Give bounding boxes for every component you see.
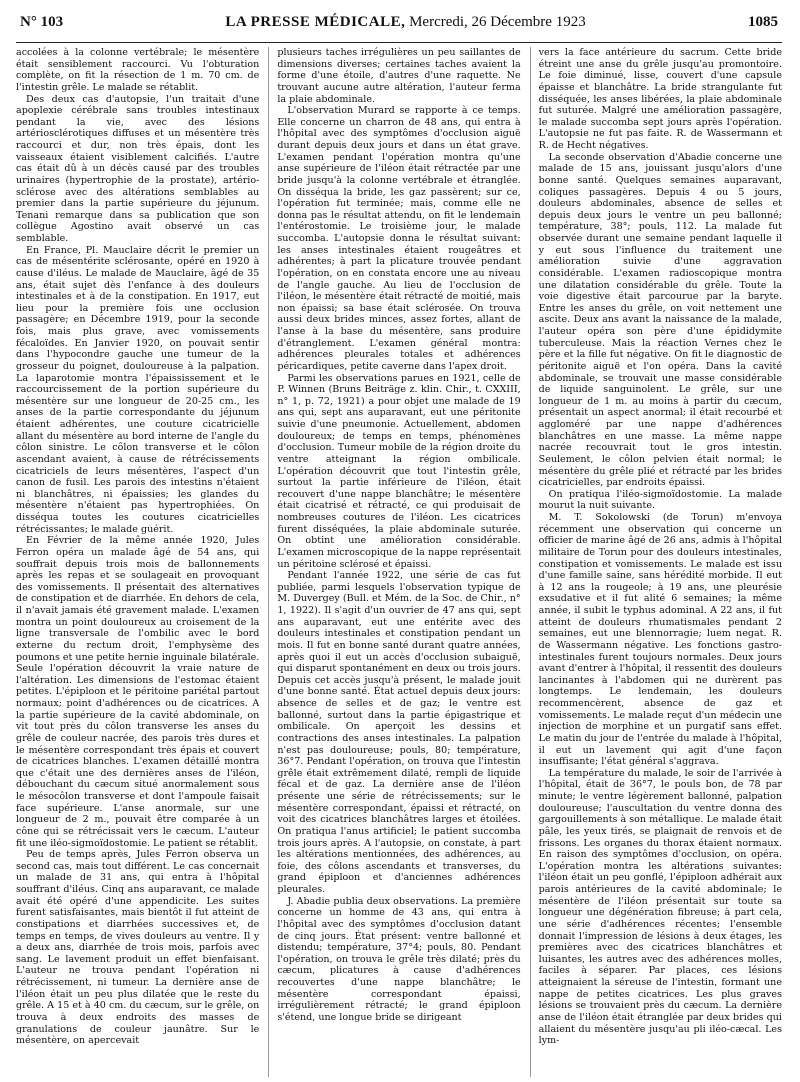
paragraph: Peu de temps après, Jules Ferron observa un second cas, mais tout différent. Le cas concernait un malade de 31 ans, qui entra à l'hôpital souffrant d'iléus. Cinq ans auparavant, ce malade avait été opéré d'une appendicite. Les suites furent satisfaisantes, mais bientôt il fut atteint de constipations et diarrhées successives et, de temps en temps, de vives douleurs au ventre. Il y a deux ans, diarrhée de trois mois, parfois avec sang. Le lavement produit un effet bienfaisant. L'auteur ne trouva pendant l'opération ni rétrécissement, ni tumeur. La dernière anse de l'iléon était un peu plus dilatée que le reste du grêle. A 15 et à 40 cm. du cæcum, sur le grêle, on trouva à deux endroits des masses de granulations de couleur jaunâtre. Sur le mésentère, on apercevait (16, 849, 260, 1047)
paragraph: Des deux cas d'autopsie, l'un traitait d'une apoplexie cérébrale sans troubles intestinaux pendant la vie, avec des lésions artériosclérotiques diffuses et un mésentère très raccourci et dur, non très épais, dont les vaisseaux étaient visiblement calcifiés. L'autre cas était dû à un décès causé par des troubles urinaires (hypertrophie de la prostate), artério-sclérose avec des altérations semblables au premier dans la partie supérieure du jéjunum. Tenani remarque dans sa publication que son collègue Agostino avait observé un cas semblable. (16, 93, 260, 244)
journal-name: LA PRESSE MÉDICALE, (225, 14, 406, 30)
column-1 (16, 47, 259, 1077)
paragraph: La température du malade, le soir de l'arrivée à l'hôpital, était de 36°7, le pouls bon, de 78 par minute; le ventre légèrement ballonné, palpation douloureuse; l'auscultation du ventre donna des gargouillements à son métallique. Le malade était pâle, les yeux tirés, se plaignait de renvois et de frissons. Les organes du thorax étaient normaux. En raison des symptômes d'occlusion, on opéra. L'opération montra les altérations suivantes: l'iléon était un peu gonflé, l'épiploon adhérait aux parois antérieures de la cavité abdominale; le mésentère de l'iléon présentait sur toute sa longueur une dégénération fibreuse; à part cela, une série d'adhérences récentes; l'ensemble donnait l'impression de lésions à deux étages, les premières avec des cicatrices blanchâtres et luisantes, les autres avec des adhérences molles, faciles à séparer. Par places, ces lésions atteignaient la séreuse de l'intestin, formant une nappe de petites cicatrices. Les plus graves lésions se trouvaient près du cæcum. La dernière anse de l'iléon était étranglée par deux brides qui allaient du mésentère jusqu'au pli iléo-cæcal. Les lym- (538, 767, 782, 1047)
issue-date: Mercredi, 26 Décembre 1923 (409, 14, 586, 30)
paragraph: Parmi les observations parues en 1921, celle de P. Winnen (Bruns Beiträge z. klin. Chir., t. CXXIII, n° 1, p. 72, 1921) a pour objet une malade de 19 ans qui, sept ans auparavant, eut une péritonite suivie d'une pneumonie. Actuellement, abdomen douloureux; de temps en temps, phénomènes d'occlusion. Tumeur mobile de la région droite du ventre atteignant la région ombilicale. L'opération découvrit que tout l'intestin grêle, surtout la partie inférieure de l'iléon, était recouvert d'une nappe blanchâtre; le mésentère était cicatrisé et rétracté, ce qui produisait de nombreuses coutures de l'iléon. Les cicatrices furent disséquées, la plaie abdominale suturée. On obtint une amélioration considérable. L'examen microscopique de la nappe représentait un péritoine sclérosé et épaissi. (277, 372, 521, 570)
paragraph: En France, Pl. Mauclaire décrit le premier un cas de mésentérite sclérosante, opéré en 1920 à cause d'iléus. Le malade de Mauclaire, âgé de 35 ans, était sujet dès l'enfance à des douleurs intestinales et à de la constipation. En 1917, eut lieu pour la première fois une occlusion passagère; en Décembre 1919, pour la seconde fois, mais plus grave, avec vomissements fécaloïdes. En Janvier 1920, on pouvait sentir dans l'hypocondre gauche une tumeur de la grosseur du poignet, douloureuse à la palpation. La laparotomie montra l'épaississement et le raccourcissement de la portion supérieure du mésentère sur une longueur de 20-25 cm., les anses de la partie correspondante du jéjunum étaient adhérentes, une couture cicatricielle allant du mésentère au bord interne de l'angle du côlon sinistre. Le côlon transverse et le côlon ascendant avaient, à cause de rétrécissements cicatriciels de leurs mésentères, l'aspect d'un canon de fusil. Les parois des intestins n'étaient ni blanchâtres, ni épaissies; les glandes du mésentère n'étaient pas hypertrophiées. On disséqua toutes les coutures cicatricielles rétrécissantes; le malade guérit. (16, 244, 260, 535)
journal-title-date (225, 14, 585, 31)
column-3 (530, 47, 782, 1077)
paragraph: vers la face antérieure du sacrum. Cette bride étreint une anse du grêle jusqu'au promontoire. Le foie diminué, lisse, couvert d'une capsule épaisse et blanchâtre. La bride strangulante fut disséquée, les anses libérées, la plaie abdominale fut suturée. Malgré une amélioration passagère, le malade succomba sept jours après l'opération. L'autopsie ne fut pas faite. R. de Wassermann et R. de Hecht négatives. (538, 47, 782, 151)
running-header (16, 14, 782, 43)
issue-number: N° 103 (20, 14, 64, 30)
paragraph: La seconde observation d'Abadie concerne une malade de 15 ans, jouissant jusqu'alors d'une bonne santé. Quelques semaines auparavant, coliques passagères. Depuis 4 ou 5 jours, douleurs abdominales, absence de selles et depuis deux jours le ventre un peu ballonné; température, 38°; pouls, 112. La malade fut observée durant une semaine pendant laquelle il y eut sous l'influence du traitement une amélioration suivie d'une aggravation considérable. L'examen radioscopique montra une dilatation considérable du grêle. Toute la voie digestive était parcourue par la baryte. Entre les anses du grêle, on voit nettement une ascite. Deux ans avant la naissance de la malade, l'auteur opéra son père d'une épididymite tuberculeuse. Mais la réaction Vernes chez le père et la fille fut négative. On fit le diagnostic de péritonite aiguë et l'on opéra. Dans la cavité abdominale, se trouvait une masse considérable de liquide sanguinolent. Le grêle, sur une longueur de 1 m. au moins à partir du cæcum, présentait un aspect anormal; il était recourbé et aggloméré par une nappe d'adhérences blanchâtres en une masse. La même nappe nacrée recouvrait tout le gros intestin. Seulement, le côlon pelvien était normal; le mésentère du grêle plié et rétracté par les brides cicatricielles, par endroits épaissi. (538, 151, 782, 489)
paragraph: L'observation Murard se rapporte à ce temps. Elle concerne un charron de 48 ans, qui entra à l'hôpital avec des symptômes d'occlusion aiguë durant depuis deux jours et dans un état grave. L'examen pendant l'opération montra qu'une anse supérieure de l'iléon était rétractée par une bride jusqu'à la colonne vertébrale et étranglée. On disséqua la bride, les gaz passèrent; sur ce, l'opération fut terminée; mais, comme elle ne donna pas le résultat attendu, on fit le lendemain l'entérostomie. Le troisième jour, le malade succomba. L'autopsie donna le résultat suivant: les anses intestinales étaient rougeâtres et adhérentes; à part la plicature trouvée pendant l'opération, on en constata encore une au niveau de l'angle gauche. Au lieu de l'occlusion de l'iléon, le mésentère était rétracté de moitié, mais non épaissi; sa base était sclérosée. On trouva aussi deux brides minces, assez fortes, allant de l'anse à la base du mésentère, sans produire d'étranglement. L'examen général montra: adhérences pleurales totales et adhérences péricardiques, petite caverne dans l'apex droit. (277, 105, 521, 372)
paragraph: accolées à la colonne vertébrale; le mésentère était sensiblement raccourci. Vu l'obturation complète, on fit la résection de 1 m. 70 cm. de l'intestin grêle. Le malade se rétablit. (16, 47, 260, 93)
column-2 (268, 47, 520, 1077)
paragraph: En Février de la même année 1920, Jules Ferron opéra un malade âgé de 54 ans, qui souffrait depuis trois mois de ballonnements après les repas et se soulageait en provoquant des vomissements. Il présentait des alternatives de constipation et de diarrhée. En dehors de cela, il n'avait jamais été gravement malade. L'examen montra un point douloureux au croisement de la ligne transversale de l'ombilic avec le bord externe du rectum droit, l'emphysème des poumons et une petite hernie inguinale bilatérale. Seule l'opération découvrit la vraie nature de l'altération. Les dimensions de l'estomac étaient petites. L'épiploon et le péritoine pariétal partout normaux; point d'adhérences ou de cicatrices. A la partie supérieure de la cavité abdominale, on vit tout près du côlon transverse les anses du grêle de couleur nacrée, des parois très dures et le mésentère correspondant très épais et couvert de cicatrices blanches. L'examen détaillé montra que c'était une des dernières anses de l'iléon, débouchant du cæcum situé anormalement sous le mésocôlon transverse et dont l'ampoule faisait face supérieure. L'anse anormale, sur une longueur de 2 m., pouvait être comparée à un cône qui se rétrécissait vers le cæcum. L'auteur fit une iléo-sigmoïdostomie. Le patient se rétablit. (16, 535, 260, 849)
page-number: 1085 (747, 14, 778, 30)
paragraph: Pendant l'année 1922, une série de cas fut publiée, parmi lesquels l'observation typique de M. Duvergey (Bull. et Mém. de la Soc. de Chir., n° 1, 1922). Il s'agit d'un ouvrier de 47 ans qui, sept ans auparavant, eut une entérite avec des douleurs intestinales et constipation pendant un mois. Il fut en bonne santé durant quatre années, après quoi il eut un accès d'occlusion subaiguë, qui disparut spontanément en deux ou trois jours. Depuis cet accès jusqu'à présent, le malade jouit d'une bonne santé. État actuel depuis deux jours: absence de selles et de gaz; le ventre est ballonné, surtout dans la partie épigastrique et ombilicale. On aperçoit les dessins et contractions des anses intestinales. La palpation n'est pas douloureuse; pouls, 80; température, 36°7. Pendant l'opération, on trouva que l'intestin grêle était extrêmement dilaté, rempli de liquide fécal et de gaz. La dernière anse de l'iléon présente une série de rétrécissements; sur le mésentère correspondant, épaissi et rétracté, on voit des cicatrices blanchâtres larges et étoilées. On pratiqua l'anus artificiel; le patient succomba trois jours après. A l'autopsie, on constate, à part les altérations mentionnées, des adhérences, au foie, des côlons ascendants et transverses, du grand épiploon et d'anciennes adhérences pleurales. (277, 570, 521, 895)
paragraph: J. Abadie publia deux observations. La première concerne un homme de 43 ans, qui entra à l'hôpital avec des symptômes d'occlusion datant de cinq jours. État présent: ventre ballonné et distendu; température, 37°4; pouls, 80. Pendant l'opération, on trouva le grêle très dilaté; près du cæcum, plicatures à cause d'adhérences recouvertes d'une nappe blanchâtre; le mésentère correspondant épaissi, irrégulièrement rétracté; le grand épiploon s'étend, une longue bride se dirigeant (277, 895, 521, 1023)
paragraph: plusieurs taches irrégulières un peu saillantes de dimensions diverses; certaines taches avaient la forme d'une étoile, d'autres d'une raquette. Ne trouvant aucune autre altération, l'auteur ferma la plaie abdominale. (277, 47, 521, 105)
paragraph: On pratiqua l'iléo-sigmoïdostomie. La malade mourut la nuit suivante. (538, 488, 782, 512)
text-columns (16, 47, 782, 1077)
paragraph: M. T. Sokolowski (de Torun) m'envoya récemment une observation qui concerne un officier de marine âgé de 26 ans, admis à l'hôpital militaire de Torun pour des douleurs intestinales, constipation et vomissements. Le malade est issu d'une famille saine, sans hérédité morbide. Il eut à 12 ans la rougeole; à 19 ans, une pleurésie exsudative et il fut alité 6 semaines; la même année, il subit le typhus adominal. A 22 ans, il fut atteint de douleurs rhumatismales pendant 2 semaines, eut une blennorragie; luem negat. R. de Wassermann négative. Les fonctions gastro-intestinales furent toujours normales. Deux jours avant d'entrer à l'hôpital, il ressentit des douleurs lancinantes à l'abdomen qui ne durèrent pas longtemps. Le lendemain, les douleurs recommencèrent, absence de gaz et vomissements. Le malade reçut d'un médecin une injection de morphine et un purgatif sans effet. Le matin du jour de l'entrée du malade à l'hôpital, il eut un lavement qui agit d'une façon insuffisante; l'état général s'aggrava. (538, 512, 782, 768)
